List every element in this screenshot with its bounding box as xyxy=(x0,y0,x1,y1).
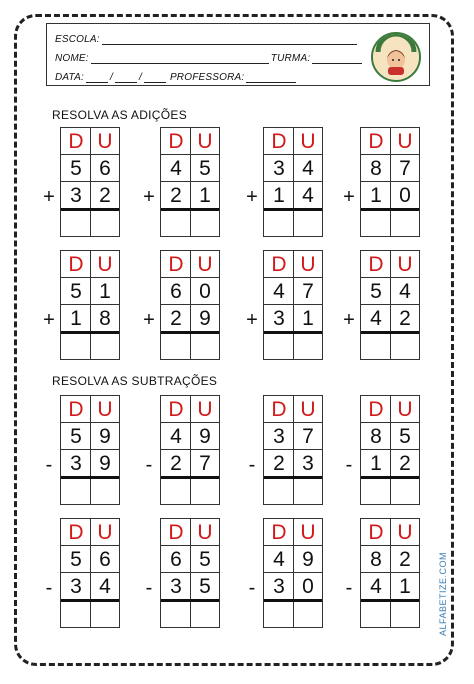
sum-line xyxy=(61,208,119,211)
top-units-digit: 5 xyxy=(199,157,211,180)
column-label-units: U xyxy=(397,398,413,421)
sum-line xyxy=(264,599,322,602)
row-divider xyxy=(161,422,219,423)
row-divider xyxy=(264,154,322,155)
bottom-tens-digit: 1 xyxy=(370,452,382,475)
top-tens-digit: 5 xyxy=(370,280,382,303)
row-divider xyxy=(264,545,322,546)
place-value-grid xyxy=(160,395,220,505)
answer-tens-cell[interactable] xyxy=(161,601,191,628)
bottom-units-digit: 2 xyxy=(399,307,411,330)
row-divider xyxy=(61,545,119,546)
column-divider xyxy=(190,251,191,359)
bottom-tens-digit: 3 xyxy=(273,307,285,330)
exercise-6 xyxy=(140,250,226,362)
data-year-field[interactable] xyxy=(144,72,166,83)
column-label-tens: D xyxy=(368,398,384,421)
column-label-units: U xyxy=(197,521,213,544)
row-divider xyxy=(361,422,419,423)
top-units-digit: 4 xyxy=(399,280,411,303)
exercise-9 xyxy=(40,395,126,507)
bottom-units-digit: 1 xyxy=(302,307,314,330)
bottom-tens-digit: 4 xyxy=(370,307,382,330)
row-divider xyxy=(361,154,419,155)
operator-sign: - xyxy=(145,577,153,599)
column-divider xyxy=(293,128,294,236)
top-tens-digit: 8 xyxy=(370,548,382,571)
exercise-5 xyxy=(40,250,126,362)
sum-line xyxy=(61,331,119,334)
row-divider xyxy=(264,181,322,182)
place-value-grid xyxy=(360,127,420,237)
column-label-tens: D xyxy=(168,398,184,421)
bottom-units-digit: 1 xyxy=(399,575,411,598)
place-value-grid xyxy=(60,518,120,628)
exercise-2 xyxy=(140,127,226,239)
top-tens-digit: 4 xyxy=(170,157,182,180)
exercise-12 xyxy=(340,395,426,507)
row-divider xyxy=(161,181,219,182)
bottom-units-digit: 8 xyxy=(99,307,111,330)
row-divider xyxy=(61,572,119,573)
row-divider xyxy=(361,572,419,573)
operator-sign: - xyxy=(248,454,256,476)
answer-units-cell[interactable] xyxy=(293,333,323,360)
exercise-3 xyxy=(243,127,329,239)
place-value-grid xyxy=(263,250,323,360)
top-tens-digit: 5 xyxy=(70,548,82,571)
top-tens-digit: 6 xyxy=(170,280,182,303)
place-value-grid xyxy=(60,250,120,360)
column-label-units: U xyxy=(300,398,316,421)
nome-field[interactable] xyxy=(91,53,269,64)
bottom-tens-digit: 3 xyxy=(70,575,82,598)
row-divider xyxy=(161,545,219,546)
data-row xyxy=(55,65,298,83)
data-slash-2: / xyxy=(138,72,142,83)
place-value-grid xyxy=(160,250,220,360)
place-value-grid xyxy=(263,518,323,628)
top-units-digit: 6 xyxy=(99,157,111,180)
sum-line xyxy=(264,331,322,334)
data-month-field[interactable] xyxy=(115,72,137,83)
column-label-units: U xyxy=(197,253,213,276)
answer-units-cell[interactable] xyxy=(293,601,323,628)
bottom-units-digit: 0 xyxy=(302,575,314,598)
bottom-tens-digit: 4 xyxy=(370,575,382,598)
top-tens-digit: 5 xyxy=(70,157,82,180)
nome-label: NOME: xyxy=(55,53,89,64)
sum-line xyxy=(264,208,322,211)
row-divider xyxy=(264,449,322,450)
column-divider xyxy=(390,519,391,627)
exercise-1 xyxy=(40,127,126,239)
answer-units-cell[interactable] xyxy=(190,601,220,628)
row-divider xyxy=(264,277,322,278)
row-divider xyxy=(61,277,119,278)
column-divider xyxy=(90,396,91,504)
bottom-tens-digit: 1 xyxy=(370,184,382,207)
bottom-units-digit: 9 xyxy=(99,452,111,475)
answer-units-cell[interactable] xyxy=(390,333,420,360)
bottom-tens-digit: 2 xyxy=(170,307,182,330)
place-value-grid xyxy=(160,127,220,237)
row-divider xyxy=(61,422,119,423)
place-value-grid xyxy=(263,127,323,237)
top-units-digit: 7 xyxy=(302,425,314,448)
top-units-digit: 2 xyxy=(399,548,411,571)
row-divider xyxy=(161,304,219,305)
answer-units-cell[interactable] xyxy=(90,210,120,237)
bottom-units-digit: 3 xyxy=(302,452,314,475)
place-value-grid xyxy=(360,518,420,628)
column-divider xyxy=(390,128,391,236)
answer-tens-cell[interactable] xyxy=(161,478,191,505)
column-label-tens: D xyxy=(271,130,287,153)
row-divider xyxy=(161,449,219,450)
bottom-units-digit: 7 xyxy=(199,452,211,475)
operator-sign: + xyxy=(143,309,155,331)
operator-sign: + xyxy=(143,186,155,208)
column-divider xyxy=(190,396,191,504)
exercise-16 xyxy=(340,518,426,630)
top-units-digit: 9 xyxy=(199,425,211,448)
operator-sign: - xyxy=(45,454,53,476)
answer-tens-cell[interactable] xyxy=(361,478,391,505)
column-label-units: U xyxy=(97,521,113,544)
top-units-digit: 5 xyxy=(199,548,211,571)
operator-sign: - xyxy=(345,454,353,476)
top-units-digit: 1 xyxy=(99,280,111,303)
sum-line xyxy=(161,599,219,602)
exercise-11 xyxy=(243,395,329,507)
exercise-15 xyxy=(243,518,329,630)
answer-units-cell[interactable] xyxy=(90,601,120,628)
answer-units-cell[interactable] xyxy=(390,478,420,505)
bottom-tens-digit: 3 xyxy=(70,452,82,475)
column-label-tens: D xyxy=(168,130,184,153)
answer-units-cell[interactable] xyxy=(390,210,420,237)
top-tens-digit: 8 xyxy=(370,157,382,180)
column-label-units: U xyxy=(197,130,213,153)
column-label-units: U xyxy=(300,521,316,544)
place-value-grid xyxy=(60,395,120,505)
turma-field[interactable] xyxy=(312,53,362,64)
column-label-tens: D xyxy=(271,521,287,544)
operator-sign: + xyxy=(246,309,258,331)
row-divider xyxy=(161,154,219,155)
column-label-tens: D xyxy=(168,521,184,544)
addition-section-title: RESOLVA AS ADIÇÕES xyxy=(52,108,188,122)
operator-sign: - xyxy=(248,577,256,599)
top-units-digit: 4 xyxy=(302,157,314,180)
top-tens-digit: 6 xyxy=(170,548,182,571)
column-divider xyxy=(90,128,91,236)
answer-units-cell[interactable] xyxy=(90,333,120,360)
row-divider xyxy=(264,304,322,305)
watermark: ALFABETIZE.COM xyxy=(438,551,448,636)
column-label-tens: D xyxy=(68,521,84,544)
professora-label: PROFESSORA: xyxy=(169,72,245,83)
column-label-tens: D xyxy=(368,253,384,276)
sum-line xyxy=(61,476,119,479)
answer-units-cell[interactable] xyxy=(390,601,420,628)
bottom-tens-digit: 3 xyxy=(170,575,182,598)
column-label-tens: D xyxy=(68,398,84,421)
subtraction-section-title: RESOLVA AS SUBTRAÇÕES xyxy=(52,374,218,388)
answer-tens-cell[interactable] xyxy=(264,333,294,360)
answer-units-cell[interactable] xyxy=(190,478,220,505)
row-divider xyxy=(361,277,419,278)
operator-sign: + xyxy=(43,309,55,331)
answer-units-cell[interactable] xyxy=(190,210,220,237)
answer-tens-cell[interactable] xyxy=(61,478,91,505)
column-label-units: U xyxy=(300,130,316,153)
top-units-digit: 9 xyxy=(99,425,111,448)
sum-line xyxy=(161,476,219,479)
exercise-7 xyxy=(243,250,329,362)
row-divider xyxy=(61,304,119,305)
row-divider xyxy=(61,154,119,155)
row-divider xyxy=(361,449,419,450)
column-divider xyxy=(190,128,191,236)
sum-line xyxy=(361,599,419,602)
data-label: DATA: xyxy=(55,72,84,83)
alfabetize-logo-icon xyxy=(371,32,421,82)
top-units-digit: 7 xyxy=(302,280,314,303)
operator-sign: - xyxy=(345,577,353,599)
column-divider xyxy=(390,251,391,359)
row-divider xyxy=(361,304,419,305)
answer-tens-cell[interactable] xyxy=(264,478,294,505)
row-divider xyxy=(61,449,119,450)
column-label-units: U xyxy=(97,130,113,153)
answer-tens-cell[interactable] xyxy=(161,333,191,360)
operator-sign: + xyxy=(43,186,55,208)
answer-units-cell[interactable] xyxy=(190,333,220,360)
bottom-tens-digit: 1 xyxy=(70,307,82,330)
top-units-digit: 6 xyxy=(99,548,111,571)
answer-units-cell[interactable] xyxy=(293,478,323,505)
answer-tens-cell[interactable] xyxy=(361,601,391,628)
sum-line xyxy=(361,331,419,334)
bottom-units-digit: 0 xyxy=(399,184,411,207)
column-label-units: U xyxy=(97,253,113,276)
answer-units-cell[interactable] xyxy=(90,478,120,505)
column-divider xyxy=(90,251,91,359)
bottom-tens-digit: 3 xyxy=(273,575,285,598)
exercise-13 xyxy=(40,518,126,630)
row-divider xyxy=(161,277,219,278)
column-label-tens: D xyxy=(168,253,184,276)
answer-tens-cell[interactable] xyxy=(264,210,294,237)
data-slash-1: / xyxy=(109,72,113,83)
column-divider xyxy=(293,519,294,627)
bottom-units-digit: 5 xyxy=(199,575,211,598)
bottom-tens-digit: 1 xyxy=(273,184,285,207)
row-divider xyxy=(61,181,119,182)
bottom-tens-digit: 3 xyxy=(70,184,82,207)
bottom-tens-digit: 2 xyxy=(170,452,182,475)
top-units-digit: 0 xyxy=(199,280,211,303)
bottom-units-digit: 2 xyxy=(99,184,111,207)
sum-line xyxy=(161,208,219,211)
exercise-4 xyxy=(340,127,426,239)
column-divider xyxy=(390,396,391,504)
answer-units-cell[interactable] xyxy=(293,210,323,237)
place-value-grid xyxy=(60,127,120,237)
place-value-grid xyxy=(360,250,420,360)
turma-label: TURMA: xyxy=(270,53,311,64)
top-tens-digit: 3 xyxy=(273,157,285,180)
sum-line xyxy=(264,476,322,479)
answer-tens-cell[interactable] xyxy=(61,210,91,237)
professora-field[interactable] xyxy=(246,72,296,83)
exercise-8 xyxy=(340,250,426,362)
row-divider xyxy=(361,181,419,182)
column-label-units: U xyxy=(397,130,413,153)
row-divider xyxy=(264,572,322,573)
top-tens-digit: 5 xyxy=(70,425,82,448)
operator-sign: + xyxy=(246,186,258,208)
column-label-units: U xyxy=(397,253,413,276)
column-divider xyxy=(293,396,294,504)
exercise-14 xyxy=(140,518,226,630)
bottom-units-digit: 9 xyxy=(199,307,211,330)
place-value-grid xyxy=(360,395,420,505)
bottom-tens-digit: 2 xyxy=(273,452,285,475)
place-value-grid xyxy=(263,395,323,505)
column-label-tens: D xyxy=(68,253,84,276)
top-units-digit: 7 xyxy=(399,157,411,180)
column-divider xyxy=(90,519,91,627)
bottom-units-digit: 2 xyxy=(399,452,411,475)
row-divider xyxy=(361,545,419,546)
top-tens-digit: 3 xyxy=(273,425,285,448)
answer-tens-cell[interactable] xyxy=(61,601,91,628)
nome-row xyxy=(55,46,364,64)
exercise-10 xyxy=(140,395,226,507)
top-tens-digit: 4 xyxy=(273,280,285,303)
operator-sign: - xyxy=(45,577,53,599)
answer-tens-cell[interactable] xyxy=(161,210,191,237)
header-form xyxy=(46,23,430,86)
bottom-tens-digit: 2 xyxy=(170,184,182,207)
sum-line xyxy=(361,476,419,479)
column-label-units: U xyxy=(397,521,413,544)
top-tens-digit: 4 xyxy=(170,425,182,448)
answer-tens-cell[interactable] xyxy=(361,210,391,237)
bottom-units-digit: 4 xyxy=(302,184,314,207)
place-value-grid xyxy=(160,518,220,628)
column-divider xyxy=(293,251,294,359)
operator-sign: + xyxy=(343,186,355,208)
row-divider xyxy=(161,572,219,573)
top-units-digit: 5 xyxy=(399,425,411,448)
escola-field[interactable] xyxy=(102,34,357,45)
answer-tens-cell[interactable] xyxy=(361,333,391,360)
top-units-digit: 9 xyxy=(302,548,314,571)
top-tens-digit: 5 xyxy=(70,280,82,303)
column-label-tens: D xyxy=(271,398,287,421)
sum-line xyxy=(361,208,419,211)
bottom-units-digit: 4 xyxy=(99,575,111,598)
column-label-units: U xyxy=(300,253,316,276)
answer-tens-cell[interactable] xyxy=(264,601,294,628)
top-tens-digit: 4 xyxy=(273,548,285,571)
sum-line xyxy=(161,331,219,334)
column-label-tens: D xyxy=(368,130,384,153)
escola-label: ESCOLA: xyxy=(55,34,100,45)
data-day-field[interactable] xyxy=(86,72,108,83)
row-divider xyxy=(264,422,322,423)
column-label-tens: D xyxy=(271,253,287,276)
sum-line xyxy=(61,599,119,602)
column-label-units: U xyxy=(97,398,113,421)
column-label-tens: D xyxy=(68,130,84,153)
column-divider xyxy=(190,519,191,627)
column-label-units: U xyxy=(197,398,213,421)
operator-sign: + xyxy=(343,309,355,331)
bottom-units-digit: 1 xyxy=(199,184,211,207)
column-label-tens: D xyxy=(368,521,384,544)
top-tens-digit: 8 xyxy=(370,425,382,448)
answer-tens-cell[interactable] xyxy=(61,333,91,360)
operator-sign: - xyxy=(145,454,153,476)
escola-row xyxy=(55,27,359,45)
